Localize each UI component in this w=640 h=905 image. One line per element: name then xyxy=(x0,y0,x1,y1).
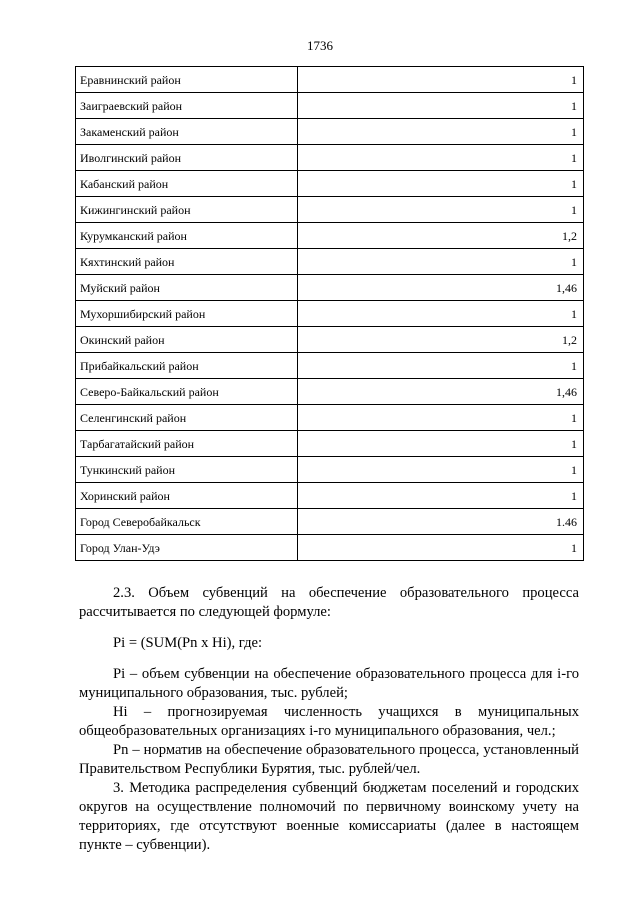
table-row xyxy=(76,405,584,431)
table-row xyxy=(76,67,584,93)
definition-hi: Hi – прогнозируемая численность учащихся в муниципальных общеобразовательных организациях i-го муниципального образования, чел.; xyxy=(79,704,579,739)
municipality-name: Тункинский район xyxy=(76,457,298,483)
definition-pi: Pi – объем субвенции на обеспечение образовательного процесса для i-го муниципального образования, тыс. рублей; xyxy=(79,666,579,701)
coefficient-value: 1,2 xyxy=(298,223,584,249)
paragraph-2-3: 2.3. Объем субвенций на обеспечение образовательного процесса рассчитывается по следующей формуле: xyxy=(79,585,579,620)
municipality-name: Кабанский район xyxy=(76,171,298,197)
body-text xyxy=(79,584,579,855)
page-number: 1736 xyxy=(307,38,333,53)
table-row xyxy=(76,509,584,535)
table-row xyxy=(76,249,584,275)
table-row xyxy=(76,483,584,509)
municipality-name: Город Улан-Удэ xyxy=(76,535,298,561)
coefficient-value: 1 xyxy=(298,249,584,275)
coefficient-value: 1,2 xyxy=(298,327,584,353)
municipality-name: Кяхтинский район xyxy=(76,249,298,275)
table-row xyxy=(76,431,584,457)
municipality-name: Прибайкальский район xyxy=(76,353,298,379)
municipality-name: Муйский район xyxy=(76,275,298,301)
coefficient-value: 1 xyxy=(298,145,584,171)
formula: Pi = (SUM(Pn x Hi), где: xyxy=(113,635,263,651)
coefficient-value: 1,46 xyxy=(298,275,584,301)
table-row xyxy=(76,327,584,353)
table-row xyxy=(76,93,584,119)
table-row xyxy=(76,145,584,171)
coefficient-value: 1,46 xyxy=(298,379,584,405)
table-row xyxy=(76,301,584,327)
table-row xyxy=(76,353,584,379)
coefficient-value: 1.46 xyxy=(298,509,584,535)
coefficient-value: 1 xyxy=(298,301,584,327)
coefficient-value: 1 xyxy=(298,457,584,483)
coefficient-value: 1 xyxy=(298,93,584,119)
table-row xyxy=(76,197,584,223)
coefficient-value: 1 xyxy=(298,483,584,509)
municipality-name: Закаменский район xyxy=(76,119,298,145)
municipality-name: Город Северобайкальск xyxy=(76,509,298,535)
table-row xyxy=(76,119,584,145)
municipality-name: Еравнинский район xyxy=(76,67,298,93)
table-row xyxy=(76,535,584,561)
table-row xyxy=(76,171,584,197)
municipality-name: Северо-Байкальский район xyxy=(76,379,298,405)
coefficient-value: 1 xyxy=(298,67,584,93)
municipality-name: Мухоршибирский район xyxy=(76,301,298,327)
municipality-name: Курумканский район xyxy=(76,223,298,249)
municipality-name: Хоринский район xyxy=(76,483,298,509)
coefficient-table xyxy=(75,66,584,561)
municipality-name: Заиграевский район xyxy=(76,93,298,119)
table-row xyxy=(76,223,584,249)
coefficient-value: 1 xyxy=(298,353,584,379)
table-row xyxy=(76,275,584,301)
municipality-name: Окинский район xyxy=(76,327,298,353)
coefficient-value: 1 xyxy=(298,171,584,197)
table-row xyxy=(76,457,584,483)
municipality-name: Селенгинский район xyxy=(76,405,298,431)
definition-pn: Pn – норматив на обеспечение образовательного процесса, установленный Правительством Республики Бурятия, тыс. рублей/чел. xyxy=(79,742,579,777)
municipality-name: Тарбагатайский район xyxy=(76,431,298,457)
municipality-name: Иволгинский район xyxy=(76,145,298,171)
paragraph-3: 3. Методика распределения субвенций бюджетам поселений и городских округов на осуществление полномочий по первичному воинскому учету на территориях, где отсутствуют военные комиссариаты (далее в настоящем пункте – субвенции). xyxy=(79,780,579,853)
coefficient-value: 1 xyxy=(298,119,584,145)
table-row xyxy=(76,379,584,405)
coefficient-value: 1 xyxy=(298,197,584,223)
coefficient-value: 1 xyxy=(298,405,584,431)
coefficient-table-body xyxy=(76,67,584,561)
coefficient-value: 1 xyxy=(298,535,584,561)
municipality-name: Кижингинский район xyxy=(76,197,298,223)
coefficient-value: 1 xyxy=(298,431,584,457)
